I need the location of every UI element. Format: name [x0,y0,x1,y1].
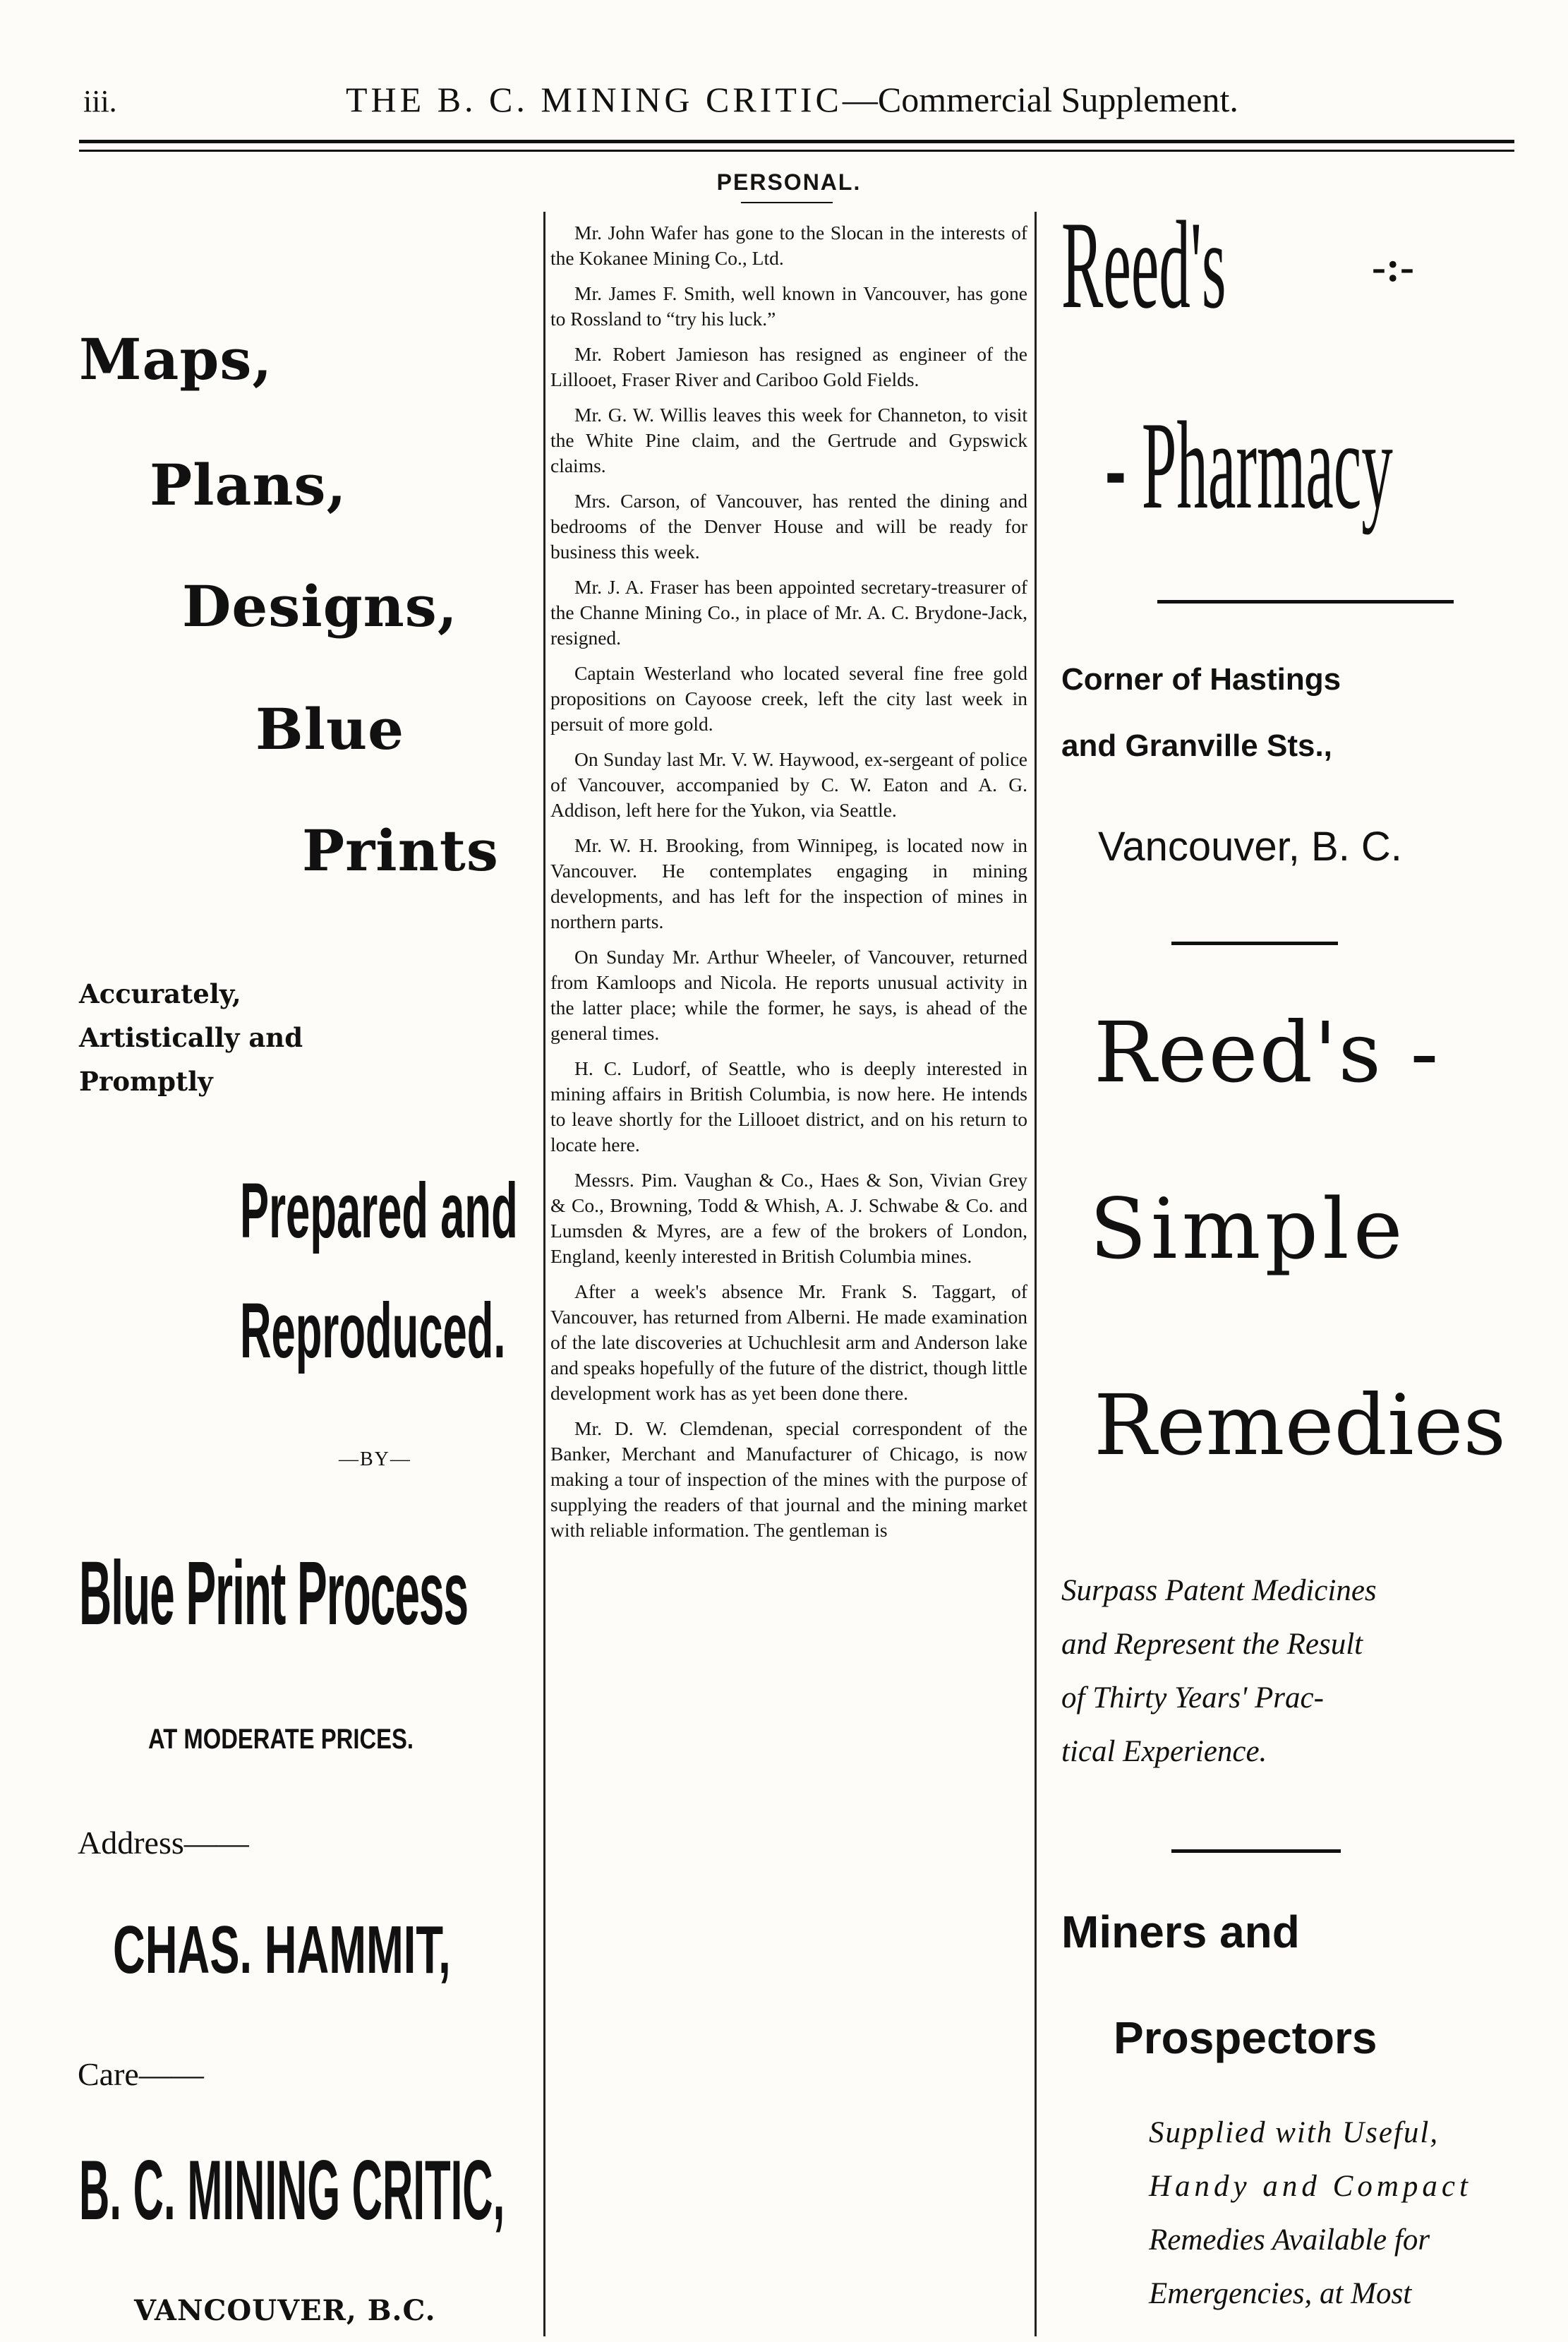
personal-item-7: Captain Westerland who located several fine free gold propositions on Cayoose creek, left the city last week in persuit of more gold. [550,662,1027,735]
advert-line-maps: Maps, [79,326,273,392]
page-number: iii. [83,84,117,119]
advert-line-blue: Blue [255,696,405,762]
personal-item-11: H. C. Ludorf, of Seattle, who is deeply interested in mining affairs in British Columbia, is now here. He intends to leave shortly for the Lillooet district, and on his return to locate here. [550,1057,1027,1155]
advert-line-plans: Plans, [150,452,347,518]
remedies-heading-3: Remedies [1094,1376,1507,1474]
remedies-tagline-2: and Represent the Result [1061,1628,1363,1661]
remedies-tagline-4: tical Experience. [1061,1735,1267,1768]
advert-name: CHAS. HAMMIT, [113,1912,451,1988]
column-rule-left [543,212,545,2336]
remedies-tagline-3: of Thirty Years' Prac- [1061,1681,1324,1715]
pharmacy-heading-line [1105,392,1568,538]
advert-prepared: Prepared and [240,1167,518,1254]
supplied-line-2: Handy and Compact [1149,2170,1472,2203]
reeds-heading-line [1061,192,1391,337]
advert-reproduced: Reproduced. [240,1287,506,1374]
advert-line-designs: Designs, [182,573,458,639]
advert-qualifier-3: Promptly [79,1066,213,1097]
miners-heading-2: Prospectors [1114,2012,1377,2063]
personal-item-14: Mr. D. W. Clemdenan, special correspondent of the Banker, Merchant and Manufacturer of Chicago, is now making a tour of inspection of the mines with the purpose of supplying the readers of that journal and the mining market with reliable information. The gentleman is [550,1417,1027,1541]
personal-title: PERSONAL. [716,169,862,195]
advert-city: VANCOUVER, B.C. [134,2294,436,2327]
right-divider-1 [1171,942,1338,945]
advert-address-label: Address—— [78,1825,249,1861]
personal-item-9: Mr. W. H. Brooking, from Winnipeg, is located now in Vancouver. He contemplates engaging in mining developments, and has left for the inspection of mines in northern parts. [550,834,1027,932]
personal-item-10: On Sunday Mr. Arthur Wheeler, of Vancouver, returned from Kamloops and Nicola. He reports unusual activity in the latter place; while the former, he says, is ahead of the general times. [550,946,1027,1044]
advert-qualifier-1: Accurately, [79,978,241,1009]
pharmacy-address-2: and Granville Sts., [1061,728,1332,763]
personal-item-13: After a week's absence Mr. Frank S. Taggart, of Vancouver, has returned from Alberni. He made examination of the late discoveries at Uchuchlesit arm and Anderson lake and speaks hopefully of the future of the district, though little development work has as yet been done there. [550,1280,1027,1404]
masthead-subtitle: —Commercial Supplement. [842,80,1238,119]
header-rule-bottom [79,150,1514,152]
supplied-line-1: Supplied with Useful, [1149,2116,1440,2149]
advert-name-line [113,1911,625,1989]
advert-publication: B. C. MINING CRITIC, [79,2143,505,2238]
personal-item-3: Mr. Robert Jamieson has resigned as engineer of the Lillooet, Fraser River and Cariboo Gold Fields. [550,343,1027,390]
reeds-ornament: -:- [1372,244,1414,290]
masthead-title: THE B. C. MINING CRITIC [346,80,843,119]
pharmacy-address-1: Corner of Hastings [1061,662,1341,697]
advert-prices: AT MODERATE PRICES. [148,1724,414,1755]
supplied-line-3: Remedies Available for [1149,2223,1430,2257]
advert-process: Blue Print Process [79,1543,469,1644]
advert-care-label: Care—— [78,2056,204,2092]
remedies-heading-1: Reed's - [1094,1004,1440,1101]
personal-item-1: Mr. John Wafer has gone to the Slocan in the interests of the Kokanee Mining Co., Ltd. [550,222,1027,269]
personal-item-12: Messrs. Pim. Vaughan & Co., Haes & Son, Vivian Grey & Co., Browning, Todd & Whish, A. J. Schwabe & Co. and Lumsden & Myres, are a few of the brokers of London, England, keenly interested in British Columbia mines. [550,1169,1027,1267]
pharmacy-heading: - Pharmacy [1105,395,1393,535]
personal-title-rule [741,202,833,203]
remedies-heading-2: Simple [1090,1180,1407,1278]
supplied-line-4: Emergencies, at Most [1149,2277,1412,2310]
personal-item-6: Mr. J. A. Fraser has been appointed secretary-treasurer of the Channe Mining Co., in place of Mr. A. C. Brydone-Jack, resigned. [550,576,1027,649]
personal-column [550,169,1027,2336]
personal-item-4: Mr. G. W. Willis leaves this week for Channeton, to visit the White Pine claim, and the Gertrude and Gypswick claims. [550,404,1027,476]
advert-qualifier-2: Artistically and [79,1022,303,1053]
miners-heading-1: Miners and [1061,1906,1300,1957]
advert-line-prints: Prints [302,817,499,884]
header-rule-top [79,140,1514,143]
pharmacy-rule [1157,600,1454,603]
advert-by: —BY— [339,1448,411,1470]
personal-item-5: Mrs. Carson, of Vancouver, has rented the dining and bedrooms of the Denver House and will be ready for business this week. [550,490,1027,563]
personal-item-2: Mr. James F. Smith, well known in Vancouver, has gone to Rossland to “try his luck.” [550,282,1027,330]
masthead [346,79,1238,120]
right-divider-2 [1171,1849,1341,1853]
column-rule-right [1035,212,1037,2336]
pharmacy-city: Vancouver, B. C. [1098,824,1402,870]
reeds-heading: Reed's [1061,195,1226,335]
personal-item-8: On Sunday last Mr. V. W. Haywood, ex-sergeant of police of Vancouver, accompanied by C. W. Eaton and A. G. Addison, left here for the Yukon, via Seattle. [550,748,1027,821]
remedies-tagline-1: Surpass Patent Medicines [1061,1574,1377,1607]
